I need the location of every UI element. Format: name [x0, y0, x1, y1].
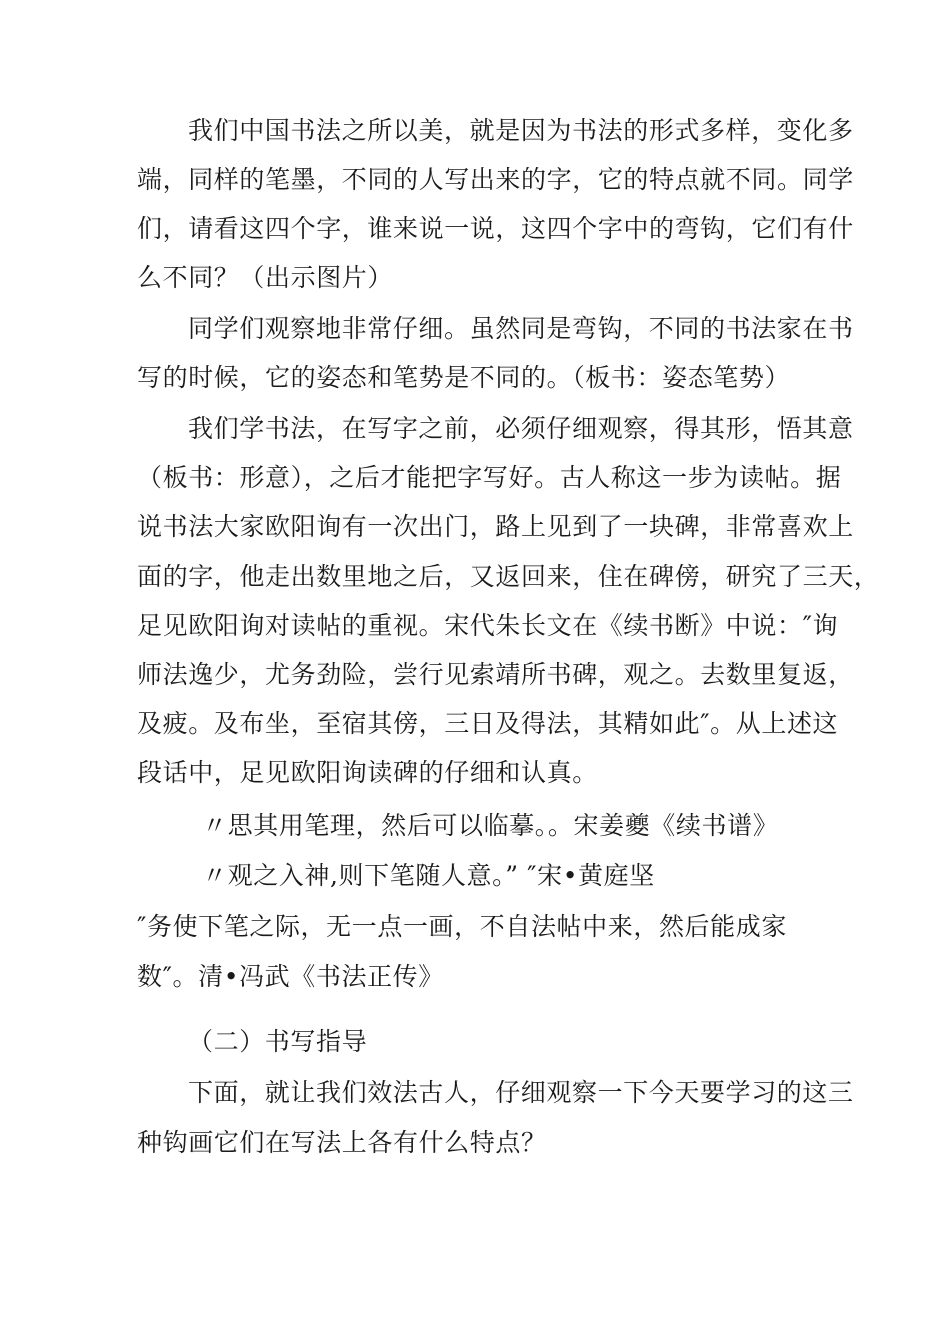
paragraph-3-line-8: 段话中，足见欧阳询读碑的仔细和认真。 [137, 758, 598, 787]
paragraph-4-line-1: 下面，就让我们效法古人，仔细观察一下今天要学习的这三 [188, 1078, 854, 1107]
quote-1: 〃思其用笔理，然后可以临摹。。宋姜夔《续书谱》 [202, 811, 779, 840]
paragraph-3-line-4: 面的字，他走出数里地之后，又返回来，住在碑傍，研究了三天， [137, 562, 880, 591]
paragraph-1-line-2: 端，同样的笔墨，不同的人写出来的字，它的特点就不同。同学 [137, 165, 854, 194]
paragraph-1-line-1: 我们中国书法之所以美，就是因为书法的形式多样，变化多 [188, 116, 854, 145]
quote-3-line-1: ″务使下笔之际，无一点一画，不自法帖中来，然后能成家 [137, 912, 787, 941]
paragraph-3-line-6: 师法逸少，尤务劲险，尝行见索靖所书碑，观之。去数里复返， [137, 660, 854, 689]
paragraph-4-line-2: 种钩画它们在写法上各有什么特点？ [137, 1128, 547, 1157]
paragraph-3-line-1: 我们学书法，在写字之前，必须仔细观察，得其形，悟其意 [188, 414, 854, 443]
paragraph-3-line-2: （板书：形意），之后才能把字写好。古人称这一步为读帖。据 [137, 463, 842, 492]
paragraph-3-line-7: 及疲。及布坐，至宿其傍，三日及得法，其精如此″。从上述这 [137, 709, 839, 738]
paragraph-1-line-4: 么不同？（出示图片） [137, 263, 394, 292]
paragraph-2-line-2: 写的时候，它的姿态和笔势是不同的。（板书：姿态笔势） [137, 363, 791, 392]
quote-2: 〃观之入神,则下笔随人意。” ″宋•黄庭坚 [202, 861, 655, 890]
paragraph-3-line-5: 足见欧阳询对读帖的重视。宋代朱长文在《续书断》中说：″询 [137, 611, 839, 640]
section-heading: （二）书写指导 [188, 1027, 368, 1056]
paragraph-1-line-3: 们，请看这四个字，谁来说一说，这四个字中的弯钩，它们有什 [137, 214, 854, 243]
quote-3-line-2: 数″。清•冯武《书法正传》 [137, 962, 444, 991]
paragraph-3-line-3: 说书法大家欧阳询有一次出门，路上见到了一块碑，非常喜欢上 [137, 512, 854, 541]
paragraph-2-line-1: 同学们观察地非常仔细。虽然同是弯钩，不同的书法家在书 [188, 314, 854, 343]
